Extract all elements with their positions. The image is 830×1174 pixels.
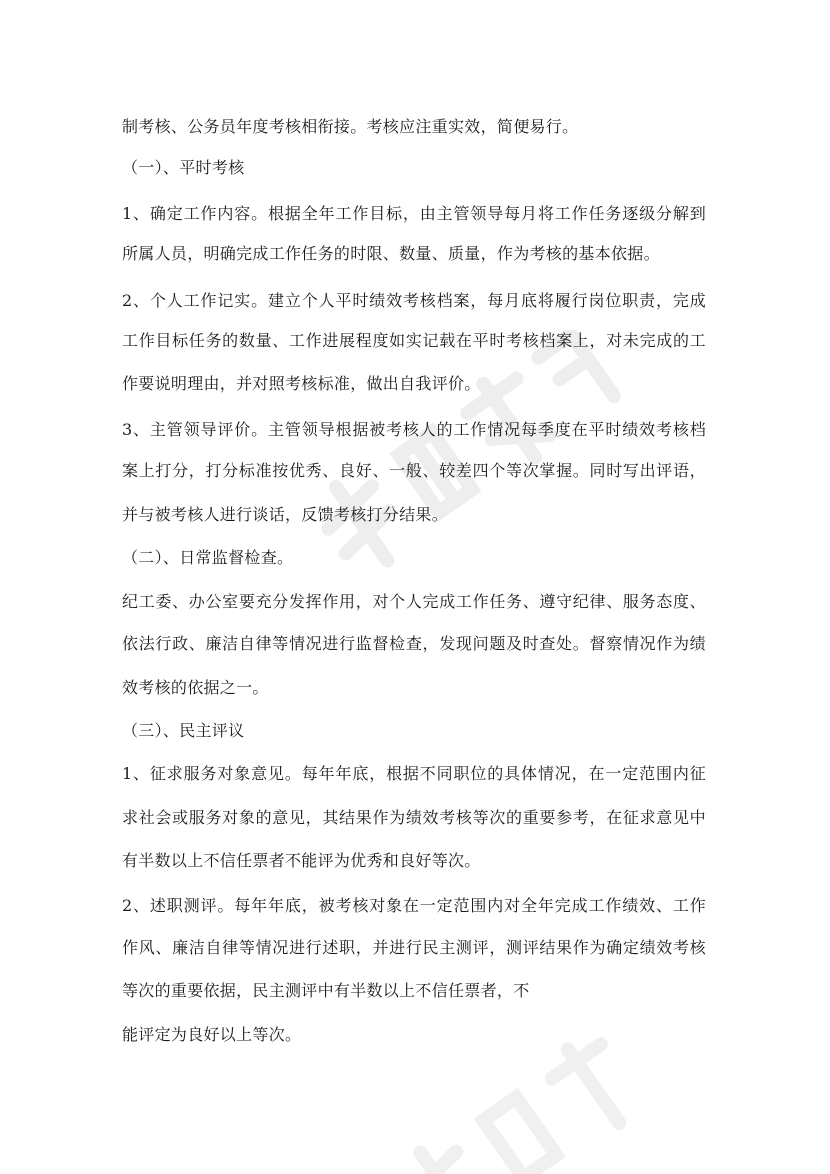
text-line: 纪工委、办公室要充分发挥作用，对个人完成工作任务、遵守纪律、服务态度、 [122, 592, 706, 611]
section-heading: （二）、日常监督检查。 [122, 548, 294, 567]
text-line: 效考核的依据之一。 [122, 678, 269, 697]
text-line: 依法行政、廉洁自律等情况进行监督检查，发现问题及时查处。督察情况作为绩 [122, 634, 706, 653]
text-line: 并与被考核人进行谈话，反馈考核打分结果。 [122, 505, 449, 524]
text-line: 所属人员，明确完成工作任务的时限、数量、质量，作为考核的基本依据。 [122, 244, 660, 263]
text-line: 等次的重要依据，民主测评中有半数以上不信任票者，不 [122, 981, 530, 1000]
section-heading: （一）、平时考核 [122, 158, 245, 177]
section-heading: （三）、民主评议 [122, 721, 245, 740]
text-line: 1、确定工作内容。根据全年工作目标，由主管领导每月将工作任务逐级分解到 [122, 204, 706, 223]
text-line: 制考核、公务员年度考核相衔接。考核应注重实效，简便易行。 [122, 117, 579, 136]
text-line: 3、主管领导评价。主管领导根据被考核人的工作情况每季度在平时绩效考核档 [122, 420, 706, 439]
text-line: 有半数以上不信任票者不能评为优秀和良好等次。 [122, 851, 481, 870]
text-line: 1、征求服务对象意见。每年年底，根据不同职位的具体情况，在一定范围内征 [122, 764, 706, 783]
text-line: 2、述职测评。每年年底，被考核对象在一定范围内对全年完成工作绩效、工作 [122, 896, 706, 915]
text-line: 作要说明理由，并对照考核标准，做出自我评价。 [122, 374, 481, 393]
text-line: 工作目标任务的数量、工作进展程度如实记载在平时考核档案上，对未完成的工 [122, 331, 706, 350]
text-line: 2、个人工作记实。建立个人平时绩效考核档案，每月底将履行岗位职责，完成 [122, 291, 706, 310]
text-line: 能评定为良好以上等次。 [122, 1025, 302, 1044]
watermark-stamp [250, 330, 670, 580]
watermark-stamp-bottom [320, 1000, 740, 1174]
text-line: 作风、廉洁自律等情况进行述职，并进行民主测评，测评结果作为确定绩效考核 [122, 938, 706, 957]
text-line: 求社会或服务对象的意见，其结果作为绩效考核等次的重要参考，在征求意见中 [122, 808, 706, 827]
text-line: 案上打分，打分标准按优秀、良好、一般、较差四个等次掌握。同时写出评语， [122, 461, 706, 480]
